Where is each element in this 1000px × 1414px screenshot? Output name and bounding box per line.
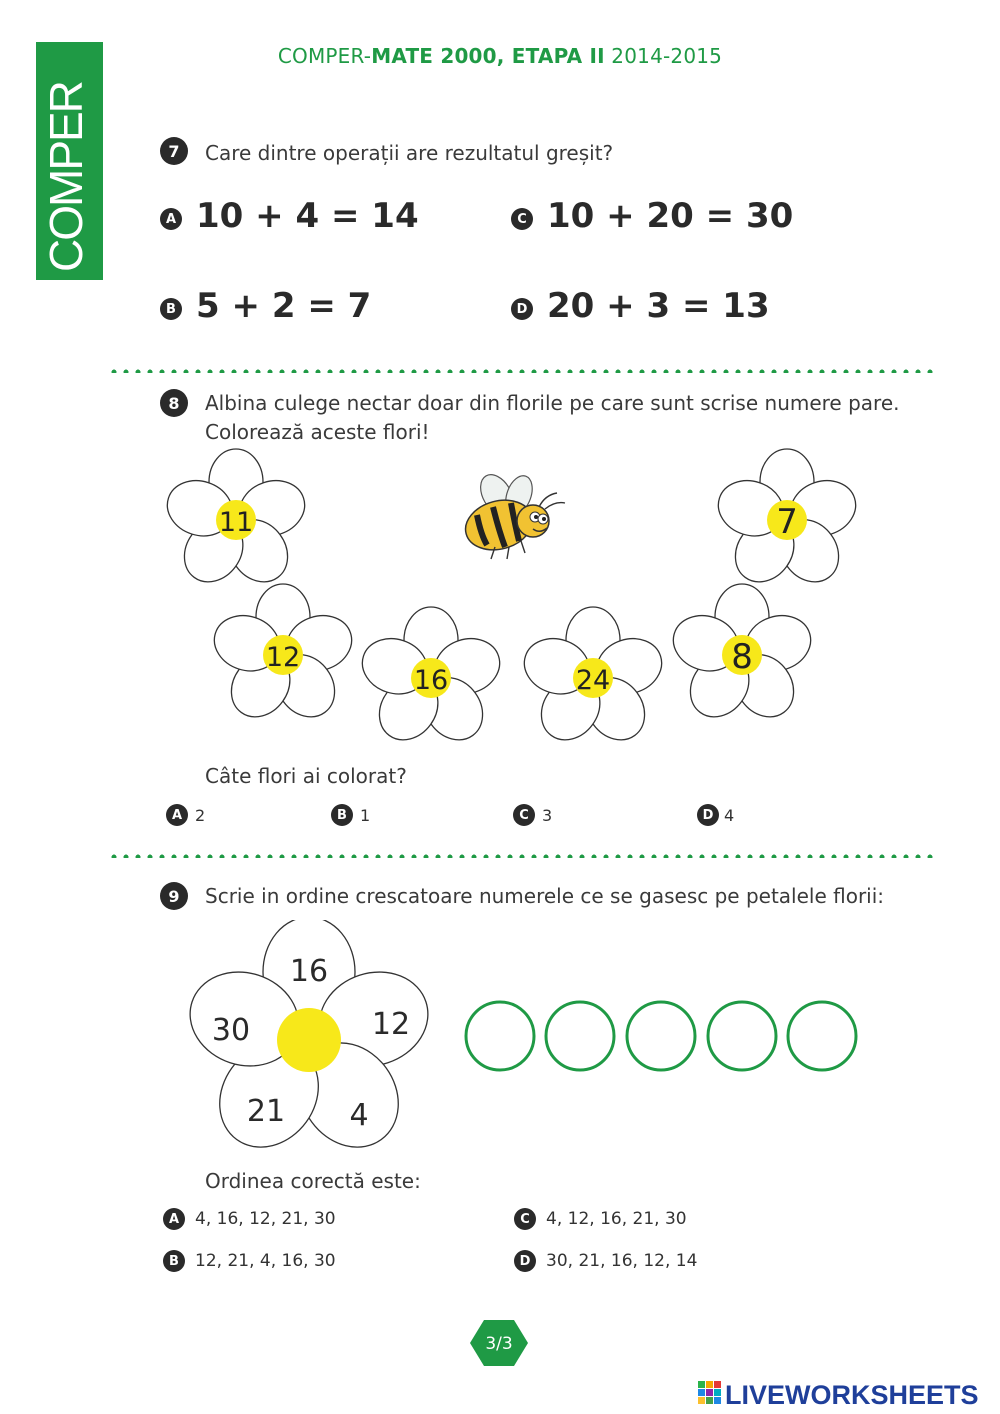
flower-11[interactable] — [160, 449, 312, 593]
flower-number: 12 — [265, 642, 301, 673]
flower-number: 16 — [413, 665, 449, 696]
q8-option-d-letter[interactable]: D — [697, 804, 719, 826]
logo-text: COMPER — [40, 82, 92, 272]
answer-circle-3[interactable] — [627, 1002, 695, 1070]
question-9-number: 9 — [160, 882, 188, 910]
flowers-area — [0, 440, 1000, 760]
flower-8[interactable] — [666, 584, 818, 728]
q8-option-b[interactable]: 1 — [360, 806, 371, 825]
q7-option-b[interactable]: 5 + 2 = 7 — [196, 286, 372, 326]
number-flower — [178, 920, 440, 1160]
header-prefix: COMPER- — [277, 44, 372, 68]
header-title: MATE 2000, ETAPA II — [371, 44, 605, 68]
q7-option-c-letter[interactable]: C — [511, 208, 533, 230]
q7-option-a[interactable]: 10 + 4 = 14 — [196, 196, 419, 236]
q8-option-a-letter[interactable]: A — [166, 804, 188, 826]
question-8-subquestion: Câte flori ai colorat? — [205, 764, 407, 788]
petal-number: 16 — [289, 954, 329, 989]
answer-circle-4[interactable] — [708, 1002, 776, 1070]
flower-7[interactable] — [711, 449, 863, 593]
q9-option-c[interactable]: 4, 12, 16, 21, 30 — [546, 1209, 687, 1229]
liveworksheets-text: LIVEWORKSHEETS — [725, 1380, 979, 1410]
flower-12[interactable] — [207, 584, 359, 728]
liveworksheets-brand[interactable] — [698, 1376, 998, 1410]
question-7-text: Care dintre operații are rezultatul greșit? — [205, 141, 614, 165]
page-number-badge — [470, 1320, 528, 1366]
q9-option-a[interactable]: 4, 16, 12, 21, 30 — [195, 1209, 336, 1229]
flower-16[interactable] — [355, 607, 507, 751]
page-number: 3/3 — [485, 1334, 513, 1354]
q9-option-c-letter[interactable]: C — [514, 1208, 536, 1230]
q9-option-a-letter[interactable]: A — [163, 1208, 185, 1230]
header-years: 2014-2015 — [611, 44, 723, 68]
section-divider — [108, 854, 938, 858]
question-7-number: 7 — [160, 137, 188, 165]
q8-option-c[interactable]: 3 — [542, 806, 553, 825]
flower-number: 11 — [218, 507, 254, 538]
bee-illustration — [460, 469, 565, 559]
flower-number: 8 — [731, 637, 753, 677]
q7-option-c[interactable]: 10 + 20 = 30 — [547, 196, 794, 236]
q7-option-a-letter[interactable]: A — [160, 208, 182, 230]
q9-option-b[interactable]: 12, 21, 4, 16, 30 — [195, 1251, 336, 1271]
flower-number: 7 — [776, 502, 798, 542]
petal-number: 12 — [371, 1007, 411, 1042]
q7-option-d[interactable]: 20 + 3 = 13 — [547, 286, 770, 326]
petal-number: 4 — [349, 1098, 369, 1133]
q9-option-d[interactable]: 30, 21, 16, 12, 14 — [546, 1251, 698, 1271]
flower-24[interactable] — [517, 607, 669, 751]
answer-circle-2[interactable] — [546, 1002, 614, 1070]
question-9-subquestion: Ordinea corectă este: — [205, 1169, 421, 1193]
petal-number: 30 — [211, 1013, 251, 1048]
q8-option-c-letter[interactable]: C — [513, 804, 535, 826]
q7-option-b-letter[interactable]: B — [160, 298, 182, 320]
q7-option-d-letter[interactable]: D — [511, 298, 533, 320]
question-9-text: Scrie in ordine crescatoare numerele ce se gasesc pe petalele florii: — [205, 884, 885, 908]
q8-option-b-letter[interactable]: B — [331, 804, 353, 826]
section-divider — [108, 369, 938, 373]
page-header — [0, 44, 1000, 68]
number-flower-area — [160, 920, 880, 1160]
answer-circle-5[interactable] — [788, 1002, 856, 1070]
q8-option-d[interactable]: 4 — [724, 806, 735, 825]
q9-option-b-letter[interactable]: B — [163, 1250, 185, 1272]
liveworksheets-logo-icon — [698, 1381, 721, 1404]
petal-number: 21 — [246, 1094, 286, 1129]
q9-option-d-letter[interactable]: D — [514, 1250, 536, 1272]
comper-logo — [36, 42, 103, 280]
q8-option-a[interactable]: 2 — [195, 806, 206, 825]
question-8-number: 8 — [160, 389, 188, 417]
question-8-line2: Colorează aceste flori! — [205, 420, 430, 444]
flower-number: 24 — [575, 665, 611, 696]
question-8-line1: Albina culege nectar doar din florile pe care sunt scrise numere pare. — [205, 391, 900, 415]
answer-circle-1[interactable] — [466, 1002, 534, 1070]
